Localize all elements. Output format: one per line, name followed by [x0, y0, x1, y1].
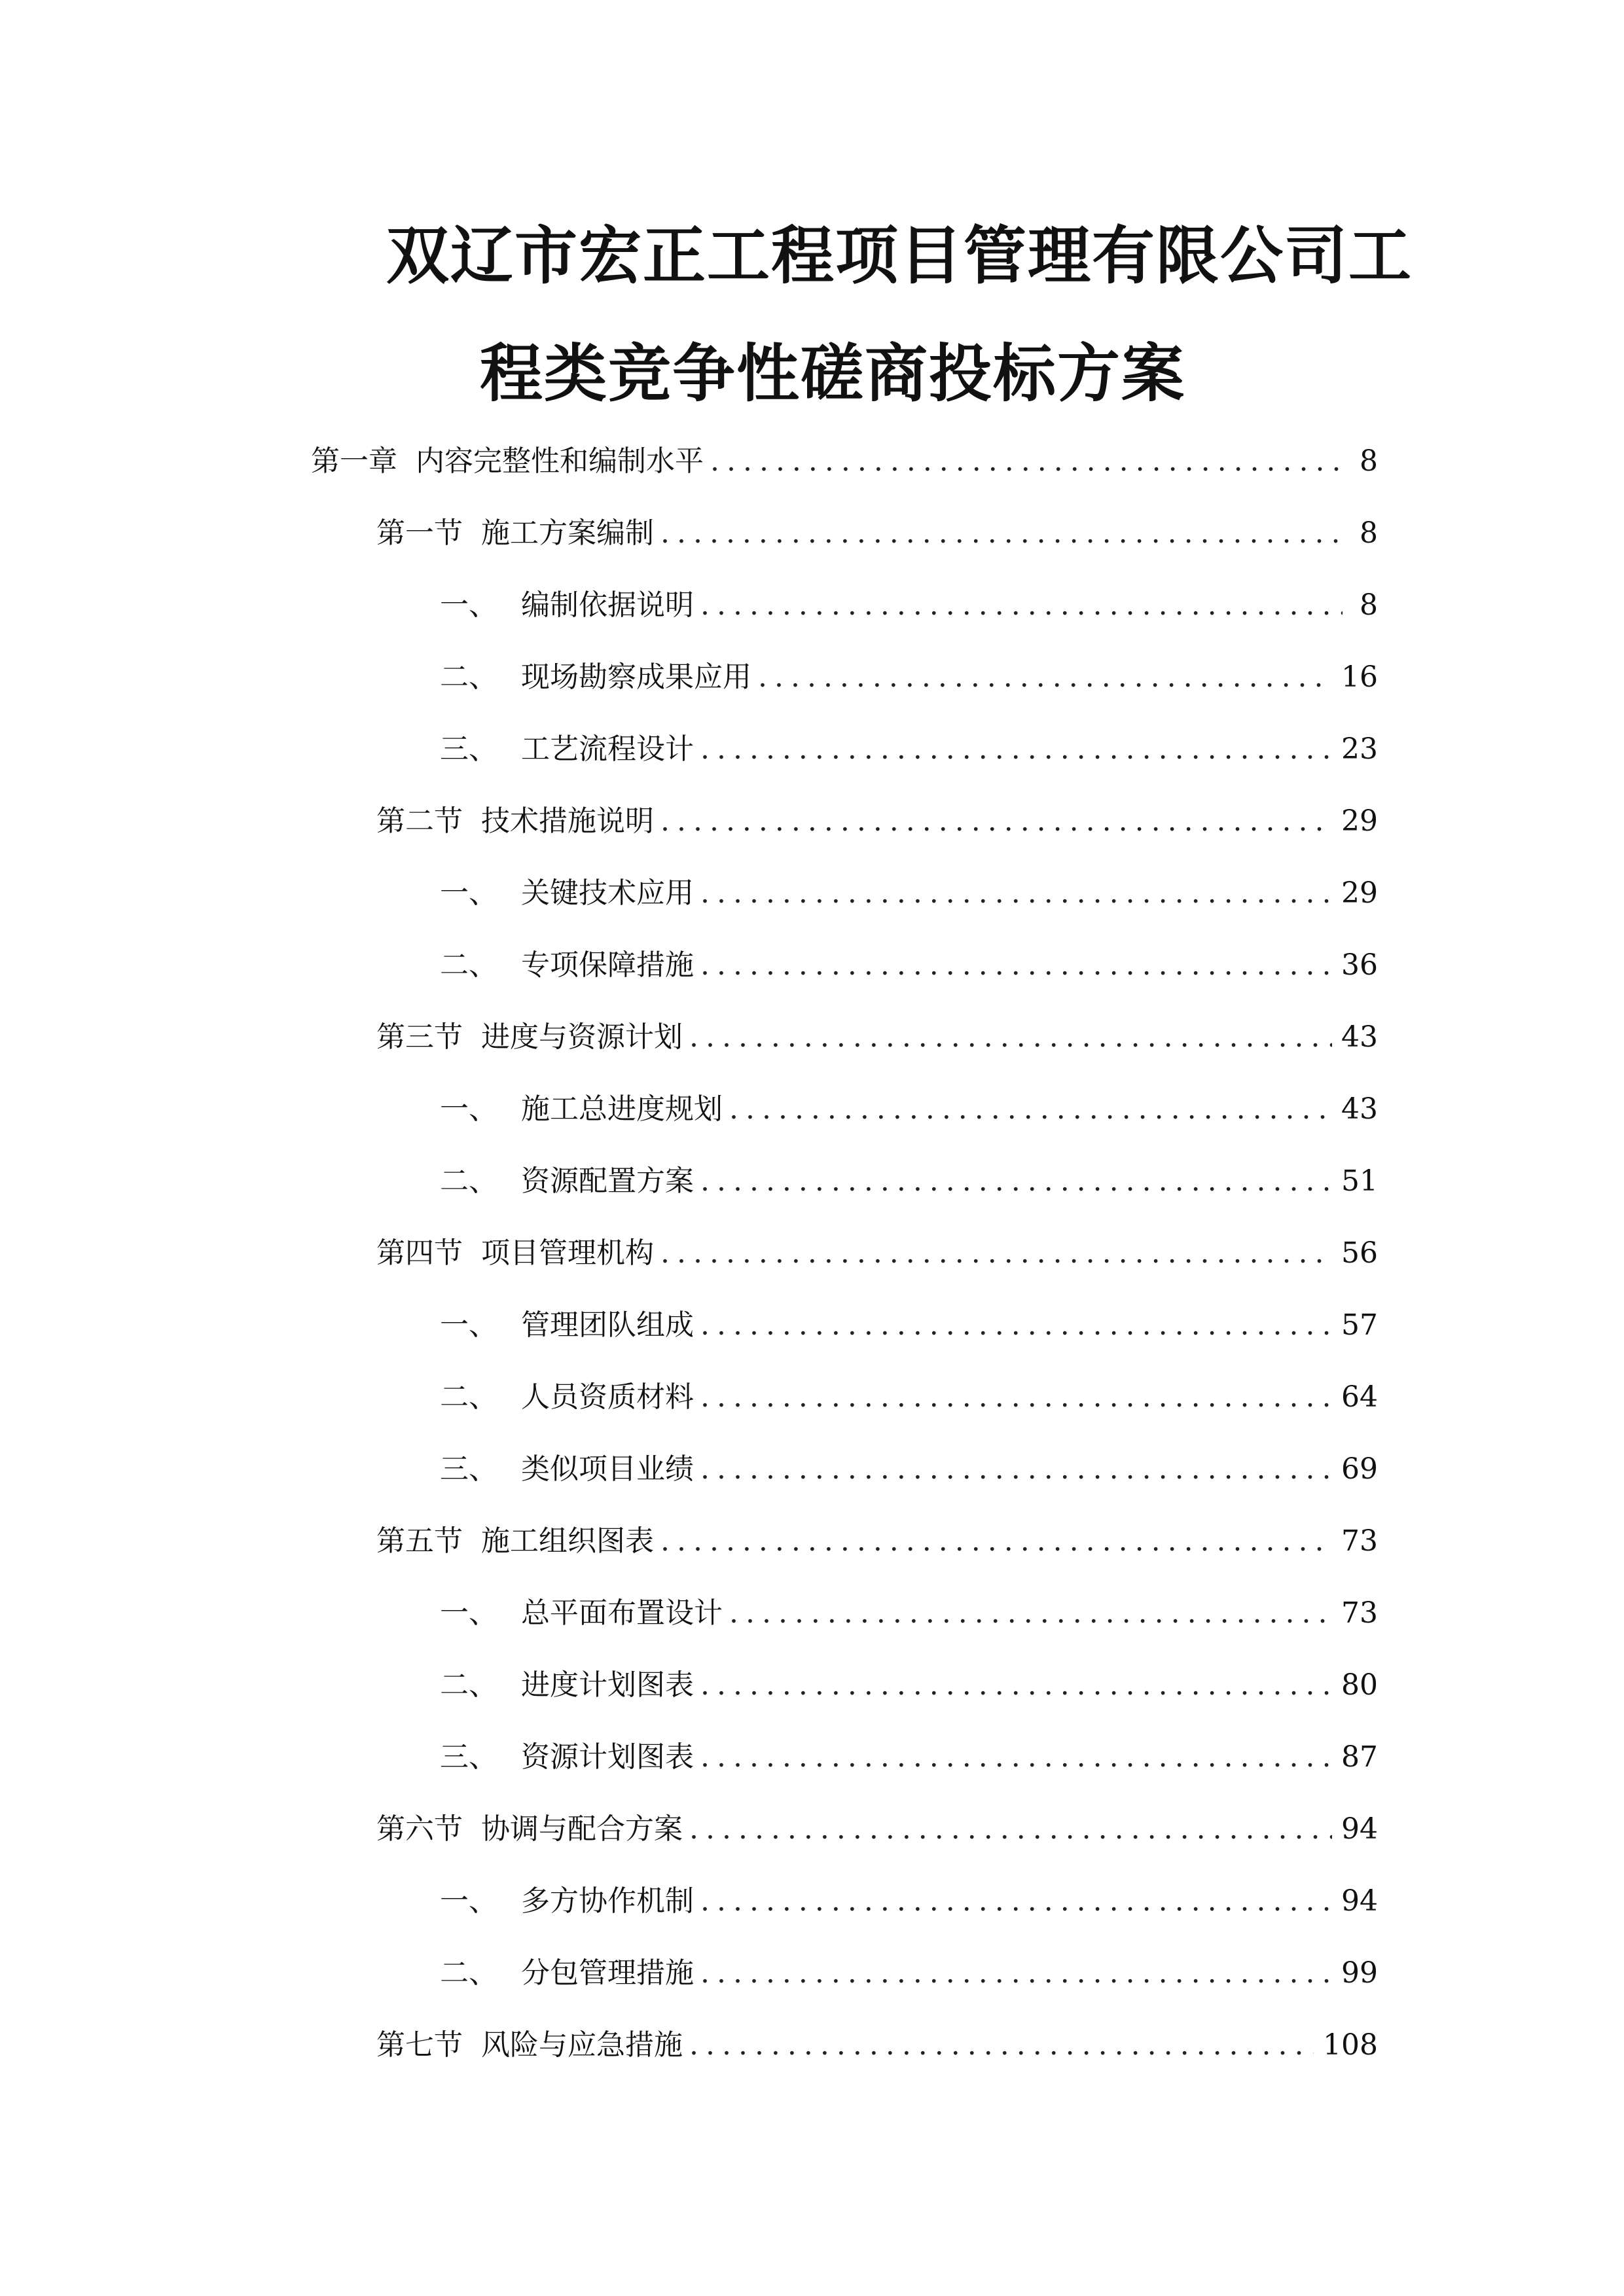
toc-entry-prefix: 一、	[440, 1308, 497, 1342]
toc-entry-prefix: 一、	[440, 1884, 497, 1918]
toc-entry-page: 94	[1341, 1812, 1378, 1846]
toc-dot-leader	[700, 1443, 1332, 1496]
toc-entry-title: 技术措施说明	[481, 804, 654, 838]
toc-entry-prefix: 一、	[440, 588, 497, 622]
toc-dot-leader	[700, 723, 1332, 776]
toc-entry[interactable]	[440, 867, 1378, 920]
toc-entry-prefix: 第一章	[311, 444, 397, 478]
toc-entry[interactable]	[376, 1515, 1378, 1568]
toc-entry[interactable]	[440, 939, 1378, 992]
toc-entry[interactable]	[440, 1083, 1378, 1136]
toc-dot-leader	[660, 1515, 1332, 1568]
toc-entry-title: 多方协作机制	[521, 1884, 694, 1918]
toc-entry[interactable]	[440, 579, 1378, 632]
toc-entry-prefix: 二、	[440, 948, 497, 982]
toc-entry-page: 108	[1323, 2028, 1378, 2062]
toc-entry-page: 8	[1360, 444, 1378, 478]
document-title-line-2: 程类竞争性磋商投标方案	[480, 336, 1185, 410]
toc-entry-title: 进度计划图表	[521, 1668, 694, 1702]
toc-entry-page: 8	[1360, 588, 1378, 622]
toc-entry-title: 施工组织图表	[481, 1524, 654, 1558]
toc-dot-leader	[700, 1947, 1332, 2000]
toc-entry-page: 8	[1360, 516, 1378, 550]
toc-entry-title: 内容完整性和编制水平	[416, 444, 704, 478]
toc-entry[interactable]	[440, 651, 1378, 704]
toc-dot-leader	[700, 867, 1332, 920]
toc-entry-page: 57	[1341, 1308, 1378, 1342]
toc-dot-leader	[700, 1155, 1332, 1208]
toc-entry-page: 51	[1341, 1164, 1378, 1198]
toc-entry-title: 关键技术应用	[521, 876, 694, 910]
toc-entry[interactable]	[440, 1731, 1378, 1784]
toc-entry-page: 23	[1341, 732, 1378, 766]
toc-entry[interactable]	[376, 507, 1378, 560]
toc-dot-leader	[758, 651, 1332, 704]
toc-entry-prefix: 第七节	[376, 2028, 463, 2062]
toc-entry-page: 94	[1341, 1884, 1378, 1918]
toc-entry-prefix: 第六节	[376, 1812, 463, 1846]
toc-dot-leader	[729, 1587, 1332, 1640]
toc-dot-leader	[660, 1227, 1332, 1280]
toc-entry[interactable]	[440, 723, 1378, 776]
toc-entry-prefix: 一、	[440, 1596, 497, 1630]
toc-entry-page: 43	[1341, 1092, 1378, 1126]
toc-entry-title: 专项保障措施	[521, 948, 694, 982]
toc-entry-prefix: 第三节	[376, 1020, 463, 1054]
toc-entry-page: 36	[1341, 948, 1378, 982]
toc-dot-leader	[700, 1731, 1332, 1784]
toc-dot-leader	[700, 1371, 1332, 1424]
toc-entry-title: 项目管理机构	[481, 1236, 654, 1270]
toc-entry-prefix: 三、	[440, 1740, 497, 1774]
toc-entry-title: 总平面布置设计	[521, 1596, 723, 1630]
toc-dot-leader	[689, 1803, 1332, 1856]
toc-entry-prefix: 一、	[440, 876, 497, 910]
toc-entry-title: 施工方案编制	[481, 516, 654, 550]
toc-entry[interactable]	[440, 1587, 1378, 1640]
toc-entry-title: 风险与应急措施	[481, 2028, 683, 2062]
toc-entry-page: 69	[1341, 1452, 1378, 1486]
toc-entry[interactable]	[376, 795, 1378, 848]
toc-entry-prefix: 二、	[440, 660, 497, 694]
toc-dot-leader	[700, 579, 1343, 632]
toc-entry[interactable]	[440, 1875, 1378, 1928]
toc-entry[interactable]	[440, 1371, 1378, 1424]
toc-entry-title: 资源配置方案	[521, 1164, 694, 1198]
toc-dot-leader	[700, 1299, 1332, 1352]
toc-entry[interactable]	[440, 1443, 1378, 1496]
toc-entry-title: 资源计划图表	[521, 1740, 694, 1774]
toc-entry-page: 16	[1341, 660, 1378, 694]
toc-entry[interactable]	[440, 1659, 1378, 1712]
toc-entry-title: 编制依据说明	[521, 588, 694, 622]
toc-entry-title: 分包管理措施	[521, 1956, 694, 1990]
toc-entry-prefix: 二、	[440, 1164, 497, 1198]
toc-entry-prefix: 第四节	[376, 1236, 463, 1270]
toc-dot-leader	[689, 2019, 1314, 2072]
toc-entry-page: 56	[1341, 1236, 1378, 1270]
toc-entry-page: 73	[1341, 1596, 1378, 1630]
toc-entry[interactable]	[440, 1155, 1378, 1208]
toc-entry[interactable]	[311, 435, 1378, 488]
toc-entry[interactable]	[376, 1011, 1378, 1064]
toc-entry[interactable]	[440, 1947, 1378, 2000]
toc-dot-leader	[729, 1083, 1332, 1136]
toc-entry-prefix: 三、	[440, 732, 497, 766]
toc-dot-leader	[660, 795, 1332, 848]
toc-entry[interactable]	[376, 1227, 1378, 1280]
toc-entry-prefix: 第五节	[376, 1524, 463, 1558]
toc-entry-page: 73	[1341, 1524, 1378, 1558]
toc-entry-title: 协调与配合方案	[481, 1812, 683, 1846]
toc-dot-leader	[700, 1659, 1332, 1712]
toc-entry-title: 人员资质材料	[521, 1380, 694, 1414]
document-title-line-1: 双辽市宏正工程项目管理有限公司工	[386, 219, 1413, 293]
toc-entry-prefix: 三、	[440, 1452, 497, 1486]
toc-dot-leader	[689, 1011, 1332, 1064]
toc-entry-prefix: 第一节	[376, 516, 463, 550]
toc-entry-page: 80	[1341, 1668, 1378, 1702]
toc-entry-title: 管理团队组成	[521, 1308, 694, 1342]
toc-entry-page: 64	[1341, 1380, 1378, 1414]
toc-dot-leader	[660, 507, 1343, 560]
toc-entry[interactable]	[376, 1803, 1378, 1856]
toc-entry-title: 进度与资源计划	[481, 1020, 683, 1054]
toc-entry[interactable]	[376, 2019, 1378, 2072]
toc-entry-prefix: 二、	[440, 1668, 497, 1702]
toc-entry-title: 施工总进度规划	[521, 1092, 723, 1126]
toc-entry-prefix: 二、	[440, 1380, 497, 1414]
toc-entry-prefix: 第二节	[376, 804, 463, 838]
toc-entry-title: 现场勘察成果应用	[521, 660, 751, 694]
toc-entry-prefix: 二、	[440, 1956, 497, 1990]
toc-entry-title: 工艺流程设计	[521, 732, 694, 766]
toc-entry-page: 87	[1341, 1740, 1378, 1774]
toc-entry-prefix: 一、	[440, 1092, 497, 1126]
toc-dot-leader	[700, 1875, 1332, 1928]
toc-entry-page: 43	[1341, 1020, 1378, 1054]
toc-entry-title: 类似项目业绩	[521, 1452, 694, 1486]
toc-entry-page: 99	[1341, 1956, 1378, 1990]
toc-dot-leader	[710, 435, 1343, 488]
toc-dot-leader	[700, 939, 1332, 992]
toc-entry-page: 29	[1341, 804, 1378, 838]
toc-entry-page: 29	[1341, 876, 1378, 910]
toc-entry[interactable]	[440, 1299, 1378, 1352]
